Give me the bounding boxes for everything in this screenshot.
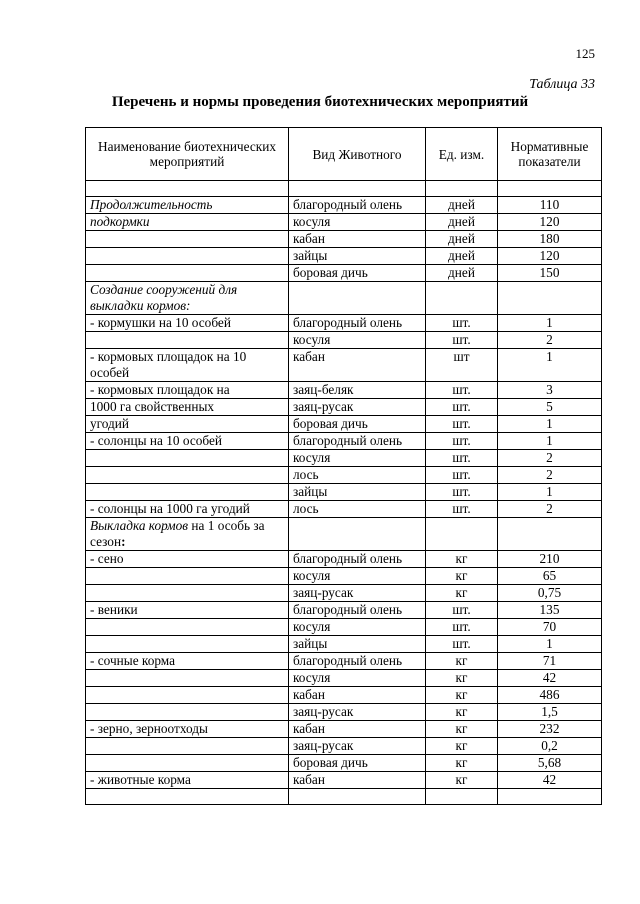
cell-unit — [426, 789, 498, 805]
cell-unit: шт — [426, 349, 498, 382]
activity-bold-tail: : — [121, 534, 126, 549]
cell-unit: шт. — [426, 501, 498, 518]
cell-activity — [86, 636, 289, 653]
cell-value: 71 — [498, 653, 602, 670]
cell-value: 1 — [498, 636, 602, 653]
cell-unit: шт. — [426, 416, 498, 433]
header-value: Нормативные показатели — [498, 128, 602, 181]
cell-activity: подкормки — [86, 214, 289, 231]
cell-unit: шт. — [426, 382, 498, 399]
cell-unit: дней — [426, 231, 498, 248]
table-row — [86, 721, 602, 738]
cell-animal: благородный олень — [289, 433, 426, 450]
table-row — [86, 619, 602, 636]
cell-unit: шт. — [426, 332, 498, 349]
cell-activity — [86, 248, 289, 265]
table-row — [86, 518, 602, 551]
cell-unit: дней — [426, 197, 498, 214]
cell-value: 5,68 — [498, 755, 602, 772]
table-row — [86, 416, 602, 433]
table-row — [86, 738, 602, 755]
cell-animal: лось — [289, 501, 426, 518]
cell-value: 1 — [498, 484, 602, 501]
cell-value: 2 — [498, 501, 602, 518]
cell-unit: шт. — [426, 467, 498, 484]
cell-animal: зайцы — [289, 484, 426, 501]
cell-value — [498, 282, 602, 315]
cell-activity — [86, 619, 289, 636]
cell-animal: заяц-беляк — [289, 382, 426, 399]
cell-value: 120 — [498, 248, 602, 265]
cell-activity: - кормушки на 10 особей — [86, 315, 289, 332]
cell-value: 1 — [498, 433, 602, 450]
cell-value: 2 — [498, 450, 602, 467]
cell-value: 0,2 — [498, 738, 602, 755]
table-row — [86, 433, 602, 450]
cell-animal: заяц-русак — [289, 704, 426, 721]
cell-activity — [86, 704, 289, 721]
cell-value: 210 — [498, 551, 602, 568]
cell-activity — [86, 670, 289, 687]
cell-animal: кабан — [289, 687, 426, 704]
cell-value — [498, 789, 602, 805]
table-row — [86, 282, 602, 315]
table-row — [86, 214, 602, 231]
cell-animal — [289, 789, 426, 805]
table-row — [86, 265, 602, 282]
cell-activity: - солонцы на 1000 га угодий — [86, 501, 289, 518]
table-row — [86, 636, 602, 653]
table-row — [86, 704, 602, 721]
cell-value: 42 — [498, 772, 602, 789]
cell-activity: угодий — [86, 416, 289, 433]
cell-unit: кг — [426, 687, 498, 704]
cell-value: 2 — [498, 332, 602, 349]
cell-activity — [86, 181, 289, 197]
cell-animal: кабан — [289, 772, 426, 789]
cell-activity — [86, 332, 289, 349]
cell-unit: дней — [426, 265, 498, 282]
cell-value: 135 — [498, 602, 602, 619]
cell-activity: Создание сооружений для выкладки кормов: — [86, 282, 289, 315]
cell-unit: шт. — [426, 636, 498, 653]
cell-unit: кг — [426, 653, 498, 670]
cell-activity: - сочные корма — [86, 653, 289, 670]
cell-activity — [86, 484, 289, 501]
cell-activity — [86, 518, 289, 551]
cell-unit: шт. — [426, 450, 498, 467]
header-animal: Вид Животного — [289, 128, 426, 181]
cell-animal: благородный олень — [289, 602, 426, 619]
cell-animal: благородный олень — [289, 315, 426, 332]
cell-value: 3 — [498, 382, 602, 399]
cell-unit: кг — [426, 568, 498, 585]
cell-value: 0,75 — [498, 585, 602, 602]
biotech-norms-table — [85, 127, 602, 805]
cell-value: 232 — [498, 721, 602, 738]
cell-unit: дней — [426, 248, 498, 265]
cell-animal: благородный олень — [289, 197, 426, 214]
cell-activity — [86, 450, 289, 467]
cell-animal: кабан — [289, 231, 426, 248]
cell-value — [498, 181, 602, 197]
cell-unit: кг — [426, 704, 498, 721]
cell-animal: косуля — [289, 450, 426, 467]
cell-unit: шт. — [426, 399, 498, 416]
table-row — [86, 349, 602, 382]
table-row — [86, 772, 602, 789]
cell-unit: кг — [426, 721, 498, 738]
cell-unit: кг — [426, 755, 498, 772]
table-label: Таблица 33 — [529, 77, 595, 92]
table-row — [86, 585, 602, 602]
cell-unit: дней — [426, 214, 498, 231]
table-row — [86, 789, 602, 805]
cell-unit — [426, 181, 498, 197]
cell-value: 1 — [498, 416, 602, 433]
cell-activity: - сено — [86, 551, 289, 568]
cell-activity: - кормовых площадок на — [86, 382, 289, 399]
table-row — [86, 231, 602, 248]
cell-animal: боровая дичь — [289, 416, 426, 433]
table-row — [86, 687, 602, 704]
cell-value: 1,5 — [498, 704, 602, 721]
cell-animal: косуля — [289, 568, 426, 585]
cell-activity: - зерно, зерноотходы — [86, 721, 289, 738]
cell-activity — [86, 789, 289, 805]
cell-activity: - солонцы на 10 особей — [86, 433, 289, 450]
table-row — [86, 181, 602, 197]
table-row — [86, 382, 602, 399]
header-activity: Наименование биотехнических мероприятий — [86, 128, 289, 181]
cell-value: 70 — [498, 619, 602, 636]
cell-animal: благородный олень — [289, 653, 426, 670]
cell-activity — [86, 265, 289, 282]
cell-unit: шт. — [426, 484, 498, 501]
cell-animal: зайцы — [289, 248, 426, 265]
cell-unit: шт. — [426, 619, 498, 636]
cell-activity: Продолжительность — [86, 197, 289, 214]
table-row — [86, 551, 602, 568]
cell-animal: косуля — [289, 214, 426, 231]
cell-unit — [426, 282, 498, 315]
table-row — [86, 602, 602, 619]
cell-activity — [86, 467, 289, 484]
cell-animal: лось — [289, 467, 426, 484]
cell-unit: кг — [426, 670, 498, 687]
cell-animal: зайцы — [289, 636, 426, 653]
cell-unit: кг — [426, 551, 498, 568]
cell-animal: косуля — [289, 670, 426, 687]
cell-value: 180 — [498, 231, 602, 248]
cell-value: 1 — [498, 349, 602, 382]
table-row — [86, 467, 602, 484]
cell-unit — [426, 518, 498, 551]
table-row — [86, 484, 602, 501]
cell-animal: косуля — [289, 619, 426, 636]
cell-value: 2 — [498, 467, 602, 484]
cell-animal: косуля — [289, 332, 426, 349]
page-number: 125 — [575, 46, 595, 61]
cell-unit: шт. — [426, 433, 498, 450]
cell-unit: шт. — [426, 602, 498, 619]
cell-value: 110 — [498, 197, 602, 214]
cell-animal: благородный олень — [289, 551, 426, 568]
cell-animal: заяц-русак — [289, 738, 426, 755]
table-row — [86, 248, 602, 265]
table-row — [86, 653, 602, 670]
cell-value: 1 — [498, 315, 602, 332]
cell-value: 150 — [498, 265, 602, 282]
table-header-row — [86, 128, 602, 181]
cell-activity: - кормовых площадок на 10 особей — [86, 349, 289, 382]
cell-value: 486 — [498, 687, 602, 704]
cell-activity: - веники — [86, 602, 289, 619]
activity-text: на 1 особь за сезон — [90, 518, 265, 549]
cell-unit: кг — [426, 772, 498, 789]
cell-activity — [86, 585, 289, 602]
table-row — [86, 568, 602, 585]
table-body — [86, 181, 602, 805]
cell-animal — [289, 181, 426, 197]
cell-unit: кг — [426, 585, 498, 602]
table-row — [86, 197, 602, 214]
cell-value: 65 — [498, 568, 602, 585]
cell-value — [498, 518, 602, 551]
cell-activity: 1000 га свойственных — [86, 399, 289, 416]
cell-unit: кг — [426, 738, 498, 755]
cell-animal: боровая дичь — [289, 755, 426, 772]
cell-unit: шт. — [426, 315, 498, 332]
cell-animal: заяц-русак — [289, 585, 426, 602]
table-row — [86, 670, 602, 687]
table-row — [86, 399, 602, 416]
cell-animal — [289, 518, 426, 551]
cell-activity: - животные корма — [86, 772, 289, 789]
cell-value: 5 — [498, 399, 602, 416]
page-title: Перечень и нормы проведения биотехнических мероприятий — [111, 94, 529, 110]
header-unit: Ед. изм. — [426, 128, 498, 181]
cell-activity — [86, 755, 289, 772]
activity-italic-text: Выкладка кормов — [90, 518, 189, 533]
cell-activity — [86, 231, 289, 248]
cell-animal: заяц-русак — [289, 399, 426, 416]
table-row — [86, 450, 602, 467]
cell-animal: боровая дичь — [289, 265, 426, 282]
cell-activity — [86, 738, 289, 755]
table-row — [86, 332, 602, 349]
cell-value: 42 — [498, 670, 602, 687]
table-row — [86, 315, 602, 332]
cell-animal — [289, 282, 426, 315]
cell-animal: кабан — [289, 721, 426, 738]
table-row — [86, 501, 602, 518]
cell-animal: кабан — [289, 349, 426, 382]
cell-activity — [86, 568, 289, 585]
cell-value: 120 — [498, 214, 602, 231]
cell-activity — [86, 687, 289, 704]
table-row — [86, 755, 602, 772]
